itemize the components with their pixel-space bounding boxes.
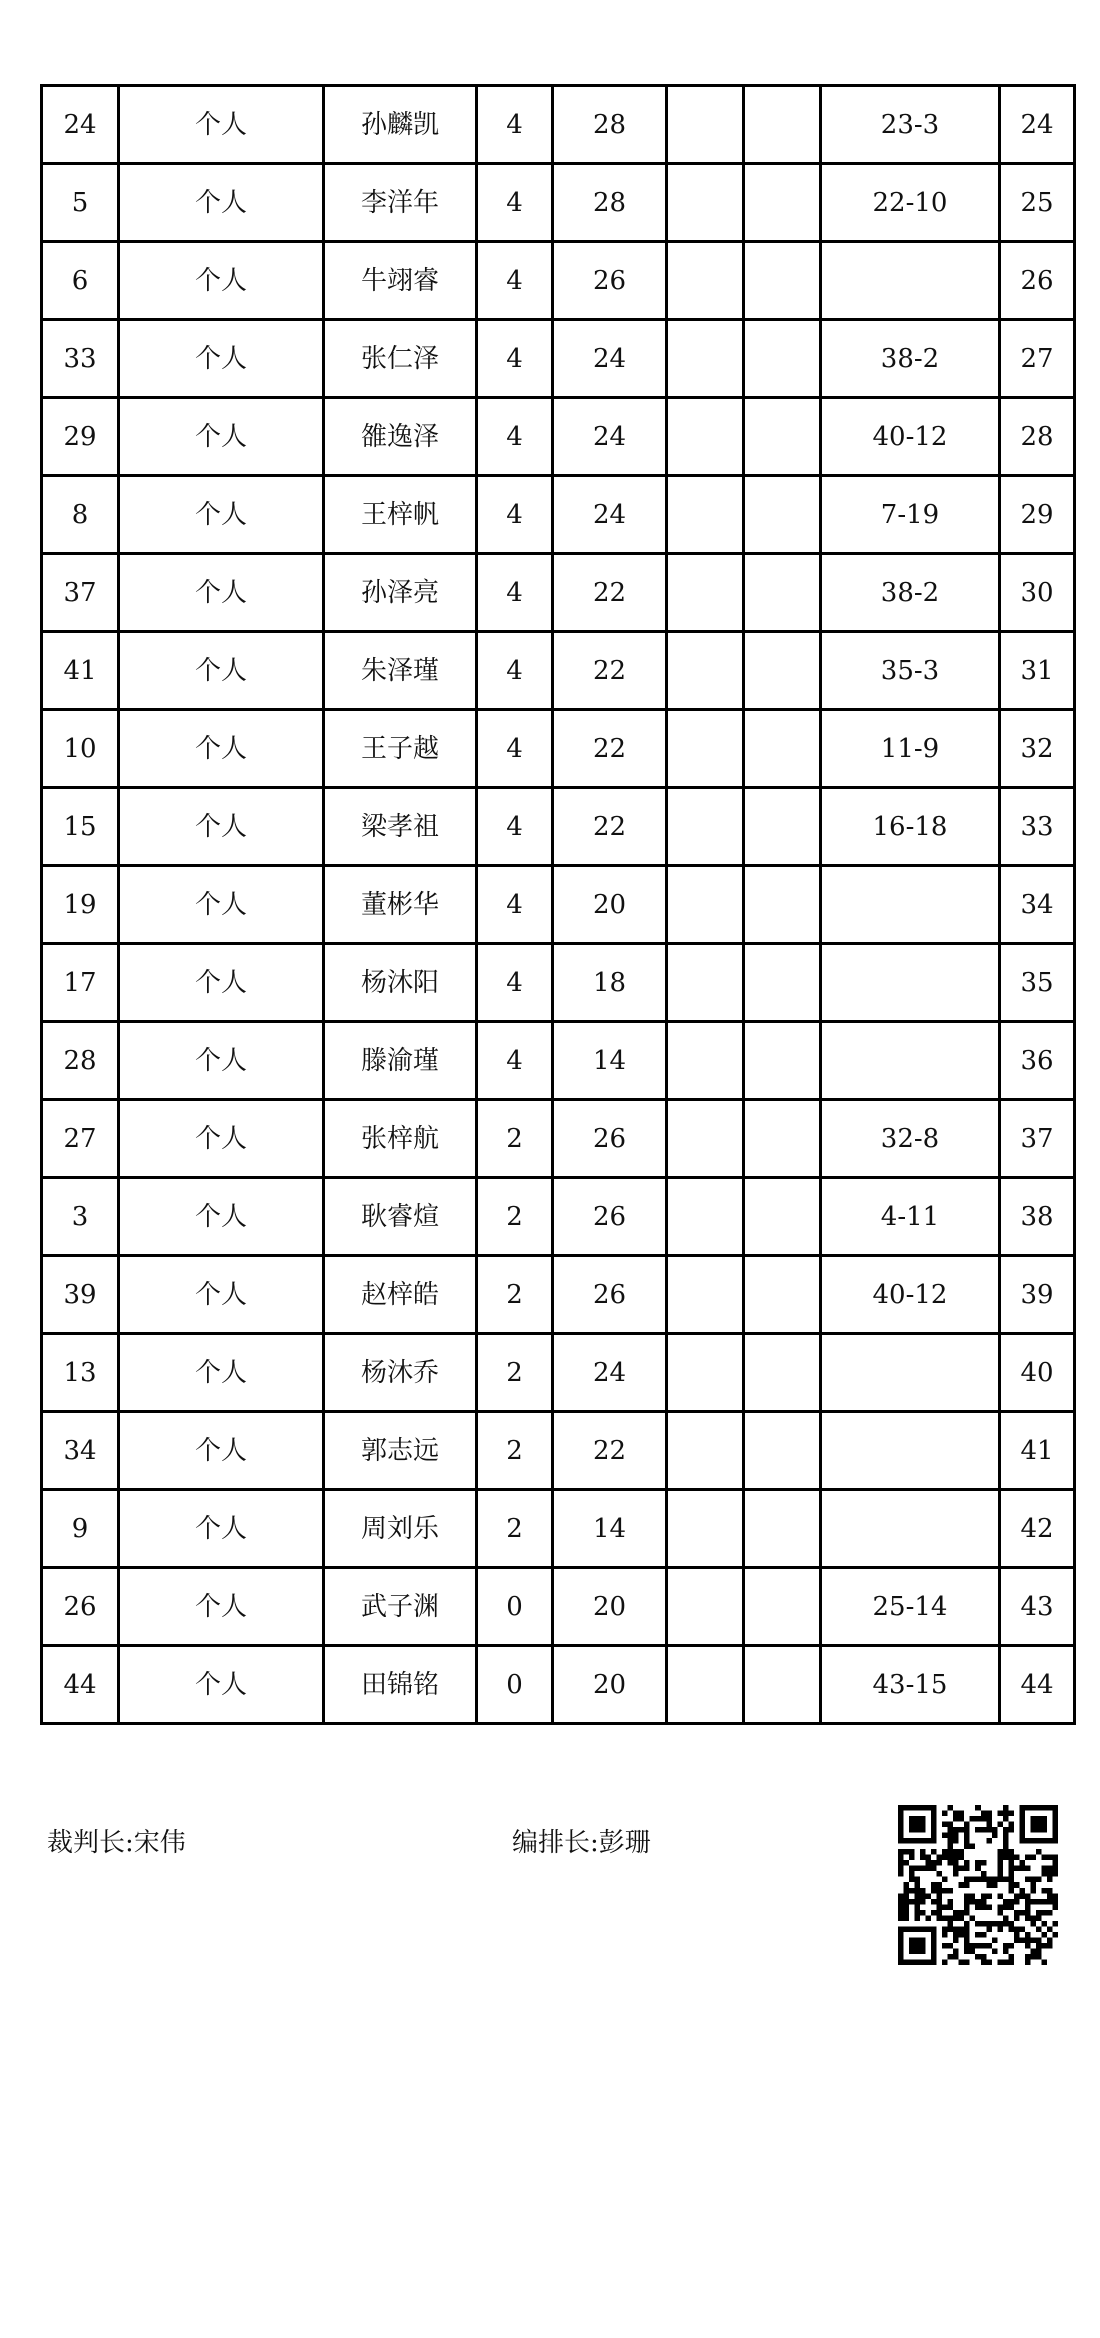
cell-7-cell	[744, 164, 821, 242]
seat-number-cell: 29	[42, 398, 119, 476]
cell-7-cell	[744, 86, 821, 164]
seat-number-cell: 8	[42, 476, 119, 554]
cell-7-cell	[744, 554, 821, 632]
rank-cell: 41	[1000, 1412, 1075, 1490]
tiebreak-cell: 7-19	[821, 476, 1000, 554]
team-cell: 个人	[119, 944, 324, 1022]
rank-cell: 36	[1000, 1022, 1075, 1100]
seat-number-cell: 19	[42, 866, 119, 944]
rank-cell: 32	[1000, 710, 1075, 788]
team-cell: 个人	[119, 710, 324, 788]
cell-6-cell	[667, 476, 744, 554]
rank-cell: 35	[1000, 944, 1075, 1022]
score-cell: 22	[553, 710, 667, 788]
cell-7-cell	[744, 242, 821, 320]
score-cell: 20	[553, 1568, 667, 1646]
points-cell: 4	[477, 398, 553, 476]
tiebreak-cell: 11-9	[821, 710, 1000, 788]
seat-number-cell: 9	[42, 1490, 119, 1568]
seat-number-cell: 37	[42, 554, 119, 632]
points-cell: 2	[477, 1334, 553, 1412]
qr-code-icon	[898, 1805, 1058, 1965]
tiebreak-cell: 40-12	[821, 398, 1000, 476]
seat-number-cell: 13	[42, 1334, 119, 1412]
cell-7-cell	[744, 320, 821, 398]
tiebreak-cell	[821, 242, 1000, 320]
seat-number-cell: 27	[42, 1100, 119, 1178]
team-cell: 个人	[119, 632, 324, 710]
cell-6-cell	[667, 86, 744, 164]
table-row	[42, 1256, 1075, 1334]
cell-7-cell	[744, 710, 821, 788]
cell-6-cell	[667, 320, 744, 398]
table-body	[42, 86, 1075, 1724]
player-name-cell: 滕渝瑾	[324, 1022, 477, 1100]
table-row	[42, 788, 1075, 866]
team-cell: 个人	[119, 1022, 324, 1100]
score-cell: 24	[553, 320, 667, 398]
team-cell: 个人	[119, 1646, 324, 1724]
score-cell: 26	[553, 1178, 667, 1256]
cell-7-cell	[744, 1100, 821, 1178]
points-cell: 2	[477, 1100, 553, 1178]
points-cell: 0	[477, 1646, 553, 1724]
score-cell: 26	[553, 1100, 667, 1178]
cell-7-cell	[744, 1334, 821, 1412]
cell-6-cell	[667, 398, 744, 476]
table-row	[42, 866, 1075, 944]
chief-scheduler-signature: 编排长:彭珊	[512, 1828, 651, 1858]
score-cell: 24	[553, 476, 667, 554]
cell-7-cell	[744, 1178, 821, 1256]
points-cell: 4	[477, 320, 553, 398]
tiebreak-cell: 40-12	[821, 1256, 1000, 1334]
cell-7-cell	[744, 866, 821, 944]
table-row	[42, 710, 1075, 788]
team-cell: 个人	[119, 1412, 324, 1490]
points-cell: 4	[477, 866, 553, 944]
team-cell: 个人	[119, 554, 324, 632]
team-cell: 个人	[119, 164, 324, 242]
cell-6-cell	[667, 1178, 744, 1256]
player-name-cell: 孙麟凯	[324, 86, 477, 164]
rank-cell: 30	[1000, 554, 1075, 632]
cell-6-cell	[667, 1646, 744, 1724]
cell-7-cell	[744, 1412, 821, 1490]
team-cell: 个人	[119, 86, 324, 164]
table-row	[42, 1178, 1075, 1256]
score-cell: 20	[553, 1646, 667, 1724]
cell-6-cell	[667, 164, 744, 242]
rank-cell: 31	[1000, 632, 1075, 710]
cell-6-cell	[667, 788, 744, 866]
team-cell: 个人	[119, 476, 324, 554]
seat-number-cell: 5	[42, 164, 119, 242]
cell-7-cell	[744, 1646, 821, 1724]
points-cell: 4	[477, 944, 553, 1022]
table-row	[42, 164, 1075, 242]
rank-cell: 26	[1000, 242, 1075, 320]
tiebreak-cell: 43-15	[821, 1646, 1000, 1724]
player-name-cell: 郭志远	[324, 1412, 477, 1490]
player-name-cell: 梁孝祖	[324, 788, 477, 866]
player-name-cell: 周刘乐	[324, 1490, 477, 1568]
table-row	[42, 554, 1075, 632]
seat-number-cell: 17	[42, 944, 119, 1022]
team-cell: 个人	[119, 398, 324, 476]
table-row	[42, 398, 1075, 476]
rank-cell: 42	[1000, 1490, 1075, 1568]
rank-cell: 40	[1000, 1334, 1075, 1412]
chief-referee-signature: 裁判长:宋伟	[47, 1828, 186, 1858]
player-name-cell: 牛翊睿	[324, 242, 477, 320]
cell-6-cell	[667, 554, 744, 632]
tiebreak-cell: 32-8	[821, 1100, 1000, 1178]
points-cell: 4	[477, 242, 553, 320]
cell-7-cell	[744, 1022, 821, 1100]
rank-cell: 39	[1000, 1256, 1075, 1334]
player-name-cell: 张梓航	[324, 1100, 477, 1178]
rank-cell: 25	[1000, 164, 1075, 242]
seat-number-cell: 6	[42, 242, 119, 320]
points-cell: 4	[477, 476, 553, 554]
points-cell: 0	[477, 1568, 553, 1646]
seat-number-cell: 24	[42, 86, 119, 164]
seat-number-cell: 28	[42, 1022, 119, 1100]
team-cell: 个人	[119, 1334, 324, 1412]
team-cell: 个人	[119, 1256, 324, 1334]
points-cell: 2	[477, 1178, 553, 1256]
seat-number-cell: 41	[42, 632, 119, 710]
table-row	[42, 1334, 1075, 1412]
rank-cell: 38	[1000, 1178, 1075, 1256]
table-row	[42, 1412, 1075, 1490]
tiebreak-cell: 23-3	[821, 86, 1000, 164]
rank-cell: 28	[1000, 398, 1075, 476]
table-row	[42, 242, 1075, 320]
score-cell: 26	[553, 1256, 667, 1334]
rank-cell: 33	[1000, 788, 1075, 866]
rank-cell: 24	[1000, 86, 1075, 164]
player-name-cell: 王子越	[324, 710, 477, 788]
points-cell: 4	[477, 86, 553, 164]
score-cell: 14	[553, 1022, 667, 1100]
cell-6-cell	[667, 1490, 744, 1568]
team-cell: 个人	[119, 788, 324, 866]
player-name-cell: 李洋年	[324, 164, 477, 242]
tiebreak-cell: 35-3	[821, 632, 1000, 710]
cell-7-cell	[744, 944, 821, 1022]
table-row	[42, 320, 1075, 398]
score-cell: 22	[553, 1412, 667, 1490]
cell-7-cell	[744, 398, 821, 476]
tiebreak-cell	[821, 866, 1000, 944]
cell-6-cell	[667, 944, 744, 1022]
table-row	[42, 1490, 1075, 1568]
table-row	[42, 86, 1075, 164]
points-cell: 4	[477, 164, 553, 242]
player-name-cell: 杨沐阳	[324, 944, 477, 1022]
team-cell: 个人	[119, 866, 324, 944]
table-row	[42, 1646, 1075, 1724]
rank-cell: 29	[1000, 476, 1075, 554]
tiebreak-cell	[821, 1022, 1000, 1100]
cell-7-cell	[744, 476, 821, 554]
seat-number-cell: 44	[42, 1646, 119, 1724]
points-cell: 2	[477, 1412, 553, 1490]
points-cell: 4	[477, 710, 553, 788]
rank-cell: 34	[1000, 866, 1075, 944]
player-name-cell: 耿睿煊	[324, 1178, 477, 1256]
score-cell: 24	[553, 1334, 667, 1412]
score-cell: 18	[553, 944, 667, 1022]
player-name-cell: 孙泽亮	[324, 554, 477, 632]
cell-7-cell	[744, 632, 821, 710]
team-cell: 个人	[119, 242, 324, 320]
score-cell: 20	[553, 866, 667, 944]
player-name-cell: 董彬华	[324, 866, 477, 944]
tiebreak-cell: 16-18	[821, 788, 1000, 866]
table-row	[42, 476, 1075, 554]
cell-6-cell	[667, 1412, 744, 1490]
tiebreak-cell	[821, 1490, 1000, 1568]
seat-number-cell: 34	[42, 1412, 119, 1490]
table-row	[42, 1022, 1075, 1100]
rank-cell: 27	[1000, 320, 1075, 398]
seat-number-cell: 3	[42, 1178, 119, 1256]
score-cell: 28	[553, 86, 667, 164]
cell-6-cell	[667, 1256, 744, 1334]
cell-6-cell	[667, 1100, 744, 1178]
tiebreak-cell: 38-2	[821, 554, 1000, 632]
cell-7-cell	[744, 1568, 821, 1646]
table-row	[42, 1100, 1075, 1178]
team-cell: 个人	[119, 320, 324, 398]
score-cell: 26	[553, 242, 667, 320]
seat-number-cell: 39	[42, 1256, 119, 1334]
player-name-cell: 张仁泽	[324, 320, 477, 398]
tiebreak-cell	[821, 1412, 1000, 1490]
cell-6-cell	[667, 866, 744, 944]
score-cell: 28	[553, 164, 667, 242]
points-cell: 2	[477, 1256, 553, 1334]
cell-6-cell	[667, 1568, 744, 1646]
cell-6-cell	[667, 710, 744, 788]
cell-6-cell	[667, 242, 744, 320]
team-cell: 个人	[119, 1178, 324, 1256]
player-name-cell: 杨沐乔	[324, 1334, 477, 1412]
player-name-cell: 王梓帆	[324, 476, 477, 554]
points-cell: 4	[477, 1022, 553, 1100]
table-row	[42, 944, 1075, 1022]
cell-6-cell	[667, 632, 744, 710]
rank-cell: 44	[1000, 1646, 1075, 1724]
tiebreak-cell: 22-10	[821, 164, 1000, 242]
points-cell: 4	[477, 554, 553, 632]
rank-cell: 43	[1000, 1568, 1075, 1646]
cell-6-cell	[667, 1334, 744, 1412]
tiebreak-cell: 38-2	[821, 320, 1000, 398]
score-cell: 14	[553, 1490, 667, 1568]
cell-7-cell	[744, 1490, 821, 1568]
rank-cell: 37	[1000, 1100, 1075, 1178]
points-cell: 4	[477, 632, 553, 710]
cell-7-cell	[744, 788, 821, 866]
seat-number-cell: 10	[42, 710, 119, 788]
score-cell: 22	[553, 788, 667, 866]
points-cell: 4	[477, 788, 553, 866]
standings-table	[40, 84, 1076, 1725]
tiebreak-cell: 4-11	[821, 1178, 1000, 1256]
player-name-cell: 武子渊	[324, 1568, 477, 1646]
score-cell: 24	[553, 398, 667, 476]
tiebreak-cell: 25-14	[821, 1568, 1000, 1646]
tiebreak-cell	[821, 1334, 1000, 1412]
player-name-cell: 赵梓皓	[324, 1256, 477, 1334]
points-cell: 2	[477, 1490, 553, 1568]
team-cell: 个人	[119, 1100, 324, 1178]
seat-number-cell: 33	[42, 320, 119, 398]
player-name-cell: 雒逸泽	[324, 398, 477, 476]
seat-number-cell: 15	[42, 788, 119, 866]
cell-7-cell	[744, 1256, 821, 1334]
player-name-cell: 朱泽瑾	[324, 632, 477, 710]
table-row	[42, 1568, 1075, 1646]
player-name-cell: 田锦铭	[324, 1646, 477, 1724]
score-cell: 22	[553, 554, 667, 632]
team-cell: 个人	[119, 1568, 324, 1646]
score-cell: 22	[553, 632, 667, 710]
team-cell: 个人	[119, 1490, 324, 1568]
table-row	[42, 632, 1075, 710]
tiebreak-cell	[821, 944, 1000, 1022]
cell-6-cell	[667, 1022, 744, 1100]
seat-number-cell: 26	[42, 1568, 119, 1646]
